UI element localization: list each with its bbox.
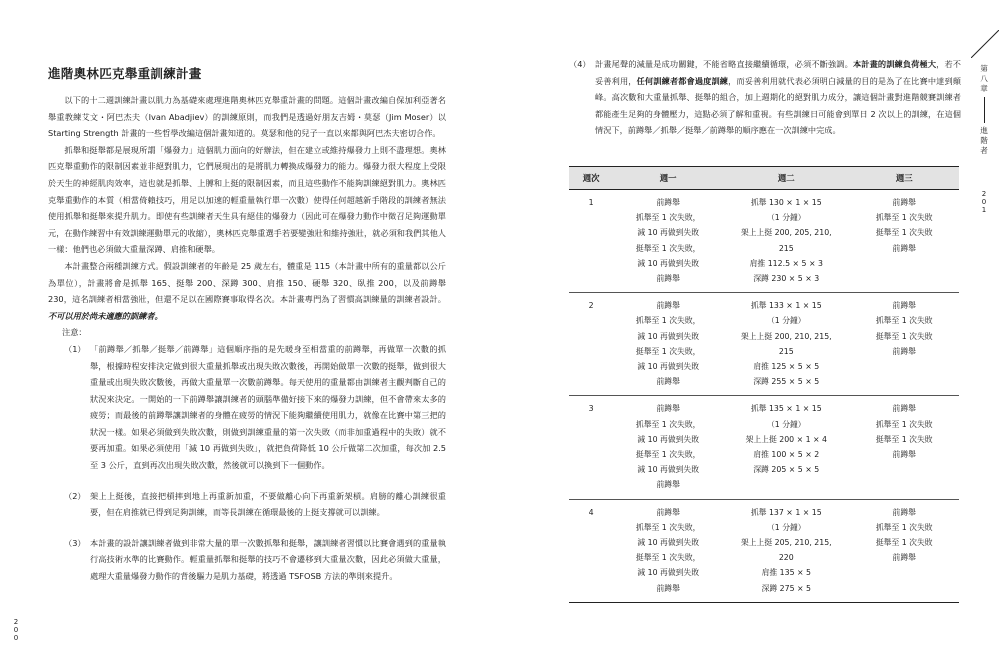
exercise-line: 前蹲舉: [656, 404, 680, 414]
exercise-line: 抓舉至 1 次失敗，: [635, 213, 701, 223]
exercise-line: 前蹲舉: [656, 198, 680, 207]
exercise-line: 深蹲 230 × 5 × 3: [753, 274, 820, 284]
exercise-line: 減 10 再做到失敗: [637, 258, 700, 268]
exercise-line: 前蹲舉: [892, 553, 916, 563]
note-item-4: [569, 56, 961, 139]
exercise-line: 挺舉至 1 次失敗: [875, 538, 933, 548]
exercise-line: （1 分鐘）: [766, 419, 806, 429]
exercise-line: 抓舉至 1 次失敗，: [635, 522, 701, 532]
section-label: 進 階 者: [980, 126, 988, 155]
exercise-line: 深蹲 275 × 5: [761, 583, 811, 593]
section-title: 進階奧林匹克舉重訓練計畫: [48, 66, 202, 81]
note-number: （4）: [569, 59, 591, 69]
note-text: 本計畫的設計讓訓練者做到非常大量的單一次數抓舉和挺舉，讓訓練者習慣以比賽會遇到的重量執行高技術水準的比賽動作。輕重量抓舉和挺舉的技巧不會遷移到大重量次數，因此必須做大重量，處理大重量爆發力動作的背後驅力是肌力基礎，將透過 TSFOSB 方法的準則來提升。: [90, 537, 446, 582]
side-divider: [984, 97, 985, 123]
exercise-line: 挺舉至 1 次失敗，: [635, 346, 701, 356]
exercise-line: 前蹲舉: [656, 507, 680, 517]
note-item-1: [64, 341, 446, 474]
warning-text: 不可以用於尚未適應的訓練者。: [48, 310, 163, 321]
exercise-line: 挺舉至 1 次失敗: [875, 228, 933, 238]
exercise-line: 抓舉至 1 次失敗: [875, 522, 933, 532]
table-row: [569, 190, 959, 293]
exercise-line: 前蹲舉: [656, 301, 680, 311]
week-cell: 1: [569, 190, 613, 293]
page-number-right: 2 0 1: [981, 190, 987, 214]
mon-cell: [613, 293, 723, 396]
header-tuesday: 週二: [723, 167, 849, 190]
exercise-line: 肩推 135 × 5: [761, 568, 811, 578]
exercise-line: 前蹲舉: [892, 198, 916, 207]
page-number-left: 2 0 0: [13, 618, 19, 642]
exercise-line: 前蹲舉: [656, 583, 680, 593]
exercise-line: 抓舉至 1 次失敗: [875, 213, 933, 223]
table-row: [569, 499, 959, 602]
exercise-line: 架上上挺 200, 205, 210,: [740, 228, 832, 238]
chapter-label: 第 八 章: [980, 64, 988, 93]
exercise-line: 前蹲舉: [892, 301, 916, 311]
table-row: [569, 396, 959, 499]
note-number: （1）: [64, 343, 86, 354]
right-page: [569, 56, 961, 139]
tue-cell: [723, 190, 849, 293]
exercise-line: 抓舉 137 × 1 × 15: [750, 507, 822, 517]
exercise-line: （1 分鐘）: [766, 316, 806, 326]
exercise-line: 抓舉 135 × 1 × 15: [750, 404, 822, 414]
week-cell: 2: [569, 293, 613, 396]
mon-cell: [613, 499, 723, 602]
exercise-line: 減 10 再做到失敗: [637, 465, 700, 475]
wed-cell: [849, 499, 959, 602]
training-schedule-table: [569, 166, 959, 603]
wed-cell: [849, 190, 959, 293]
exercise-line: 挺舉至 1 次失敗: [875, 434, 933, 444]
exercise-line: 架上上挺 200 × 1 × 4: [745, 434, 828, 444]
tue-cell: [723, 396, 849, 499]
exercise-line: 前蹲舉: [656, 377, 680, 387]
header-week: 週次: [569, 167, 613, 190]
exercise-line: 減 10 再做到失敗: [637, 331, 700, 341]
exercise-line: 挺舉至 1 次失敗，: [635, 450, 701, 460]
exercise-line: 減 10 再做到失敗: [637, 538, 700, 548]
left-page: [48, 64, 446, 585]
exercise-line: 抓舉至 1 次失敗，: [635, 316, 701, 326]
exercise-line: 肩推 100 × 5 × 2: [753, 450, 820, 460]
note-text: 架上上挺後，直接把槓摔到地上再重新加重，不要做離心向下再重新架槓。肩膀的離心訓練很重要，但在肩推就已得到足夠訓練，而等長訓練在循環最後的上挺支撐就可以訓練。: [90, 490, 446, 518]
chapter-side-tab: [980, 64, 988, 156]
exercise-line: 抓舉至 1 次失敗，: [635, 419, 701, 429]
header-monday: 週一: [613, 167, 723, 190]
exercise-line: 肩推 112.5 × 5 × 3: [749, 258, 823, 268]
week-cell: 3: [569, 396, 613, 499]
exercise-line: 前蹲舉: [892, 243, 916, 253]
table-row: [569, 293, 959, 396]
week-cell: 4: [569, 499, 613, 602]
note-label: 注意：: [62, 327, 87, 338]
mon-cell: [613, 396, 723, 499]
header-wednesday: 週三: [849, 167, 959, 190]
wed-cell: [849, 396, 959, 499]
note-text: 「前蹲舉／抓舉／挺舉／前蹲舉」這個順序指的是先暖身至相當重的前蹲舉，再做單一次數的抓舉，根據時程安排決定做到很大重量抓舉或出現失敗次數後，再開始做單一次數的挺舉，做到很大重量或出現失敗次數後，再做大重量單一次數前蹲舉。每天使用的重量都由訓練者主觀判斷自己的狀況來決定。一開始的一下前蹲舉讓訓練者的頭腦準備好接下來的爆發力訓練，但不會帶來太多的疲勞；而最後的前蹲舉讓訓練者的身體在疲勞的情況下能夠繼續使用肌力，就像在比賽中第三把的狀況一樣。如果必須做到失敗次數，則做到訓練重量的第一次失敗（而非加重過程中的失敗）就不要再加重。如果必須使用「減 10 再做到失敗」，就把負荷降低 10 公斤做第二次加重，每次加 2.5 至 3 公斤，直到再次出現失敗次數，然後就可以換到下一個動作。: [90, 343, 446, 471]
exercise-line: 減 10 再做到失敗: [637, 362, 700, 372]
exercise-line: 抓舉 130 × 1 × 15: [750, 198, 822, 207]
exercise-line: 前蹲舉: [892, 507, 916, 517]
note-text: 計畫尾聲的減量是成功關鍵，不能省略直接繼續循環，必須不斷強調。本計畫的訓練負荷極大，若不妥善利用，任何訓練者都會過度訓練，而妥善利用就代表必須明白減量的目的是為了在比賽中達到顛峰。高次數和大重量抓舉、挺舉的組合，加上週期化的絕對肌力成分，讓這個計畫對進階競賽訓練者都能產生足夠的身體壓力，這點必須了解和重視。有些訓練日可能會到單日 2 次以上的訓練，在這個情況下，前蹲舉／抓舉／挺舉／前蹲舉的順序應在一次訓練中完成。: [595, 59, 961, 136]
exercise-line: 深蹲 205 × 5 × 5: [753, 465, 820, 475]
exercise-line: 挺舉至 1 次失敗: [875, 331, 933, 341]
note-item-2: [64, 488, 446, 521]
exercise-line: 前蹲舉: [892, 404, 916, 414]
paragraph-3-text: 本計畫整合兩種訓練方式。假設訓練者的年齡是 25 歲左右，體重是 115（本計畫中所有的重量都以公斤為單位），計畫將會是抓舉 165、挺舉 200、深蹲 300、肩推 150、硬舉 320、臥推 200，以及前蹲舉 230，這名訓練者相當強壯，但還不足以在國際賽事取得名次。本計畫專門為了習慣高訓練量的訓練者設計。: [48, 260, 446, 305]
exercise-line: 抓舉 133 × 1 × 15: [750, 301, 822, 311]
exercise-line: 肩推 125 × 5 × 5: [753, 362, 820, 372]
exercise-line: 挺舉至 1 次失敗，: [635, 553, 701, 563]
tue-cell: [723, 499, 849, 602]
exercise-line: 架上上挺 205, 210, 215,: [740, 538, 832, 548]
exercise-line: （1 分鐘）: [766, 522, 806, 532]
exercise-line: 220: [778, 553, 794, 563]
tue-cell: [723, 293, 849, 396]
table-header-row: [569, 167, 959, 190]
exercise-line: （1 分鐘）: [766, 213, 806, 223]
exercise-line: 前蹲舉: [656, 480, 680, 490]
exercise-line: 抓舉至 1 次失敗: [875, 419, 933, 429]
corner-mark-icon: [971, 30, 999, 58]
exercise-line: 前蹲舉: [656, 274, 680, 284]
note-number: （2）: [64, 490, 86, 501]
exercise-line: 深蹲 255 × 5 × 5: [753, 377, 820, 387]
exercise-line: 215: [778, 243, 794, 253]
exercise-line: 減 10 再做到失敗: [637, 434, 700, 444]
exercise-line: 減 10 再做到失敗: [637, 228, 700, 238]
exercise-line: 架上上挺 200, 210, 215,: [740, 331, 832, 341]
paragraph-3: [48, 258, 446, 324]
paragraph-1: 以下的十二週訓練計畫以肌力為基礎來處理進階奧林匹克舉重計畫的問題。這個計畫改編自保加利亞著名舉重教練艾文・阿巴杰夫（Ivan Abadjiev）的訓練原則，而我們是透過好朋友吉姆・莫瑟（Jim Moser）以 Starting Strength 計畫的一些哲學改編這個計畫知道的。莫瑟和他的兒子一直以來都與阿巴杰夫密切合作。: [48, 95, 446, 139]
wed-cell: [849, 293, 959, 396]
exercise-line: 前蹲舉: [892, 450, 916, 460]
note-number: （3）: [64, 537, 86, 548]
note-item-3: [64, 535, 446, 585]
exercise-line: 抓舉至 1 次失敗: [875, 316, 933, 326]
mon-cell: [613, 190, 723, 293]
exercise-line: 前蹲舉: [892, 346, 916, 356]
exercise-line: 215: [778, 346, 794, 356]
table-body: [569, 190, 959, 603]
exercise-line: 減 10 再做到失敗: [637, 568, 700, 578]
paragraph-2: 抓舉和挺舉都是展現所謂「爆發力」這個肌力面向的好辦法，但在建立或維持爆發力上則不盡理想。奧林匹克舉重動作的限制因素並非絕對肌力，它們展現出的是將肌力轉換成爆發力的能力。爆發力很大程度上受限於天生的神經肌肉效率，這也就是抓舉、上膊和上挺的限制因素，而且這些動作不能夠訓練絕對肌力。奧林匹克舉重動作的本質（相當倚賴技巧，用足以加速的輕重量執行單一次數）使得任何超越新手階段的訓練者無法使用抓舉和挺舉來提升肌力。即使有些訓練者天生具有絕佳的爆發力（因此可在爆發力動作中徵召足夠運動單元，在動作練習中有效訓練運動單元的收縮），奧林匹克舉重選手若要變強壯和維持強壯，就必須和我們其他人一樣：他們也必須做大重量深蹲、肩推和硬舉。: [48, 144, 446, 255]
exercise-line: 挺舉至 1 次失敗，: [635, 243, 701, 253]
